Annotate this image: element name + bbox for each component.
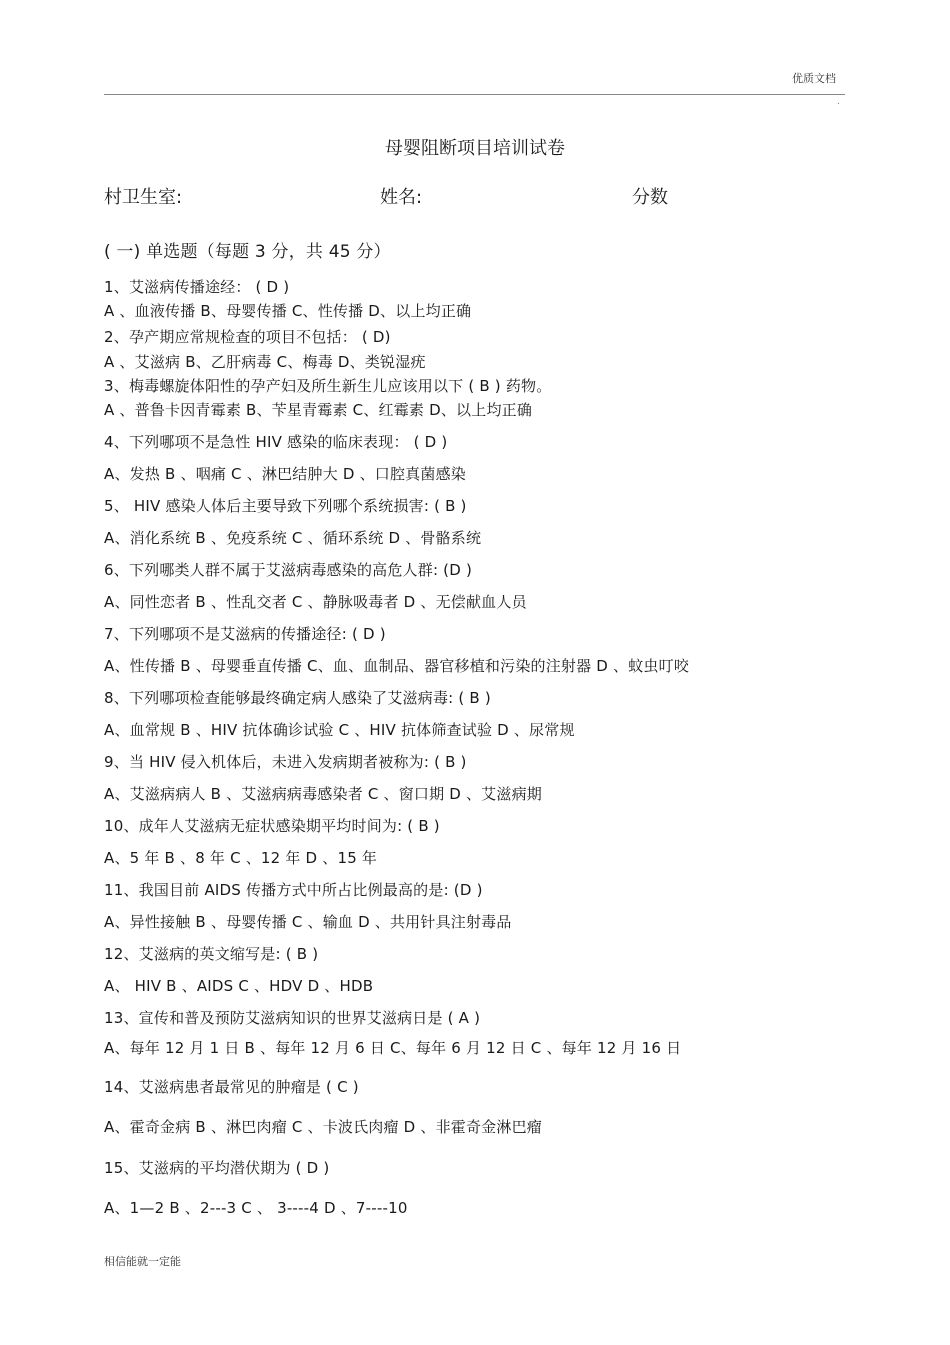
- question-8: 8、下列哪项检查能够最终确定病人感染了艾滋病毒: ( B ): [104, 689, 491, 707]
- options-2: A 、艾滋病 B、乙肝病毒 C、梅毒 D、类锐湿疣: [104, 353, 426, 371]
- question-7: 7、下列哪项不是艾滋病的传播途径: ( D ): [104, 625, 386, 643]
- document-title: 母婴阻断项目培训试卷: [385, 138, 565, 159]
- options-7: A、性传播 B 、母婴垂直传播 C、血、血制品、器官移植和污染的注射器 D 、蚊虫叮咬: [104, 657, 690, 675]
- clinic-field-label: 村卫生室:: [104, 187, 183, 208]
- question-12: 12、艾滋病的英文缩写是: ( B ): [104, 945, 319, 963]
- options-6: A、同性恋者 B 、性乱交者 C 、静脉吸毒者 D 、无偿献血人员: [104, 593, 527, 611]
- question-4: 4、下列哪项不是急性 HIV 感染的临床表现： ( D ): [104, 433, 448, 451]
- question-14: 14、艾滋病患者最常见的肿瘤是 ( C ): [104, 1078, 359, 1096]
- question-11: 11、我国目前 AIDS 传播方式中所占比例最高的是: (D ): [104, 881, 483, 899]
- header-divider: [104, 94, 845, 95]
- options-13: A、每年 12 月 1 日 B 、每年 12 月 6 日 C、每年 6 月 12 日 C 、每年 12 月 16 日: [104, 1039, 682, 1057]
- score-field-label: 分数: [632, 187, 668, 208]
- question-6: 6、下列哪类人群不属于艾滋病毒感染的高危人群: (D ): [104, 561, 472, 579]
- options-10: A、5 年 B 、8 年 C 、12 年 D 、15 年: [104, 849, 378, 867]
- question-15: 15、艾滋病的平均潜伏期为 ( D ): [104, 1159, 330, 1177]
- options-8: A、血常规 B 、HIV 抗体确诊试验 C 、HIV 抗体筛查试验 D 、尿常规: [104, 721, 575, 739]
- options-15: A、1—2 B 、2---3 C 、 3----4 D 、7----10: [104, 1199, 408, 1217]
- options-9: A、艾滋病病人 B 、艾滋病病毒感染者 C 、窗口期 D 、艾滋病期: [104, 785, 542, 803]
- section-heading: ( 一) 单选题（每题 3 分，共 45 分）: [104, 242, 391, 262]
- question-2: 2、孕产期应常规检查的项目不包括： ( D): [104, 328, 391, 346]
- question-10: 10、成年人艾滋病无症状感染期平均时间为: ( B ): [104, 817, 440, 835]
- options-4: A、发热 B 、咽痛 C 、淋巴结肿大 D 、口腔真菌感染: [104, 465, 466, 483]
- name-field-label: 姓名:: [380, 187, 423, 208]
- options-12: A、 HIV B 、AIDS C 、HDV D 、HDB: [104, 977, 374, 995]
- question-9: 9、当 HIV 侵入机体后，未进入发病期者被称为: ( B ): [104, 753, 467, 771]
- options-11: A、异性接触 B 、母婴传播 C 、输血 D 、共用针具注射毒品: [104, 913, 512, 931]
- options-1: A 、血液传播 B、母婴传播 C、性传播 D、以上均正确: [104, 302, 472, 320]
- header-watermark: 优质文档: [792, 72, 836, 85]
- options-5: A、消化系统 B 、免疫系统 C 、循环系统 D 、骨骼系统: [104, 529, 482, 547]
- question-13: 13、宣传和普及预防艾滋病知识的世界艾滋病日是 ( A ): [104, 1009, 481, 1027]
- options-14: A、霍奇金病 B 、淋巴肉瘤 C 、卡波氏肉瘤 D 、非霍奇金淋巴瘤: [104, 1118, 542, 1136]
- question-5: 5、 HIV 感染人体后主要导致下列哪个系统损害: ( B ): [104, 497, 467, 515]
- options-3: A 、普鲁卡因青霉素 B、苄星青霉素 C、红霉素 D、以上均正确: [104, 401, 533, 419]
- question-3: 3、梅毒螺旋体阳性的孕产妇及所生新生儿应该用以下 ( B ) 药物。: [104, 377, 552, 395]
- question-1: 1、艾滋病传播途经： ( D ): [104, 278, 290, 296]
- header-dot: .: [837, 97, 840, 107]
- footer-text: 相信能就一定能: [104, 1255, 181, 1268]
